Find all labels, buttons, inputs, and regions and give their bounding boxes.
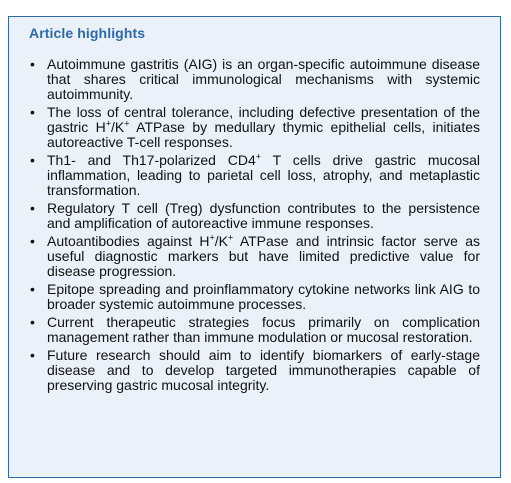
highlight-text: Regulatory T cell (Treg) dysfunction contributes to the persistence and amplification of autoreactive immune responses.: [47, 200, 480, 231]
superscript-plus: +: [255, 151, 262, 162]
highlight-text: Epitope spreading and proinflammatory cytokine networks link AIG to broader systemic autoimmune processes.: [47, 281, 480, 312]
superscript-plus: +: [228, 232, 234, 243]
highlight-text: Autoimmune gastritis (AIG) is an organ-specific autoimmune disease that shares critical immunological mechanisms with systemic autoimmunity.: [47, 56, 480, 102]
bullet-icon: •: [30, 56, 35, 72]
highlight-item: [9, 57, 500, 102]
highlights-list: [9, 57, 500, 396]
highlight-item: [9, 201, 500, 231]
bullet-icon: •: [30, 200, 35, 216]
highlight-text: /K: [111, 119, 125, 135]
superscript-plus: +: [124, 118, 130, 129]
highlight-item: [9, 315, 500, 345]
bullet-icon: •: [30, 233, 35, 249]
highlight-text: /K: [214, 233, 229, 249]
highlight-text: ATPase by medullary thymic epithelial cells, initiates autoreactive T-cell responses.: [47, 119, 480, 150]
highlights-box: [8, 16, 501, 478]
bullet-icon: •: [30, 347, 35, 363]
bullet-icon: •: [30, 281, 35, 297]
highlight-text: T cells drive gastric mucosal inflammation, leading to parietal cell loss, atrophy, and metaplastic transformation.: [47, 152, 480, 198]
highlight-text: Th1- and Th17-polarized CD4: [47, 152, 256, 168]
highlight-text: Current therapeutic strategies focus primarily on complication management rather than immune modulation or mucosal restoration.: [47, 314, 480, 345]
highlight-item: [9, 234, 500, 279]
highlight-item: [9, 105, 500, 150]
highlight-text: Future research should aim to identify biomarkers of early-stage disease and to develop targeted immunotherapies capable of preserving gastric mucosal integrity.: [47, 347, 480, 393]
highlight-item: [9, 348, 500, 393]
highlight-text: The loss of central tolerance, including defective presentation of the gastric H: [47, 104, 480, 135]
bullet-icon: •: [30, 314, 35, 330]
superscript-plus: +: [105, 118, 112, 129]
bullet-icon: •: [30, 104, 35, 120]
highlight-item: [9, 153, 500, 198]
superscript-plus: +: [209, 232, 215, 243]
highlight-text: ATPase and intrinsic factor serve as useful diagnostic markers but have limited predictive value for disease progression.: [47, 233, 480, 279]
box-title: Article highlights: [29, 25, 146, 41]
highlight-item: [9, 282, 500, 312]
highlight-text: Autoantibodies against H: [47, 233, 210, 249]
bullet-icon: •: [30, 152, 35, 168]
